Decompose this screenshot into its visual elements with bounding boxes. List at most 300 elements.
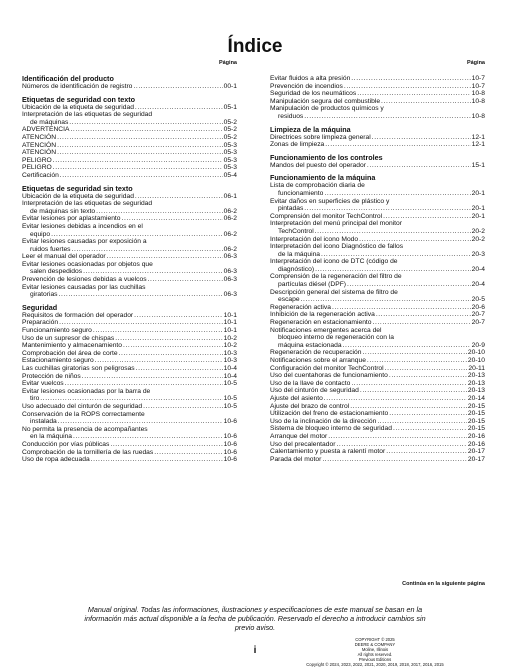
entry-row [270,349,485,357]
entry-row [270,441,485,449]
entry-page: 20-17 [467,455,485,463]
entry-row [270,83,485,91]
entry-text: Ajuste del asiento [270,394,323,402]
entry-text: Conducción por vías públicas [22,440,110,448]
entry-text: Arranque del motor [270,432,328,440]
entry-page: 20-9 [471,341,485,349]
dot-leader [328,433,467,441]
toc-entry [22,342,237,350]
entry-page: 10-6 [223,440,237,448]
toc-entry [270,319,485,327]
entry-text: Prevención de lesiones debidas a vuelcos [22,276,147,284]
entry-text: Inhibición de la regeneración activa [270,311,375,319]
toc-entry [22,261,237,276]
entry-text: Configuración del monitor TechControl [270,364,384,372]
entry-page: 10-5 [223,395,237,403]
entry-row [270,357,485,365]
dot-leader [367,357,467,365]
dot-leader [321,251,471,259]
entry-row [22,327,237,335]
dot-leader [110,441,222,449]
entry-row [270,342,485,350]
entry-text: máquina estacionada [278,341,342,349]
toc-entry [22,238,237,253]
entry-text: Protección de niños [22,372,81,380]
entry-row [22,246,237,254]
dot-leader [134,312,222,320]
dot-leader [69,119,222,127]
toc-entry [270,198,485,213]
dot-leader [40,395,222,403]
entry-text-line: Evitar daños en superficies de plástico y [270,197,390,205]
entry-text-line: Evitar lesiones causadas por exposición a [22,238,147,246]
entry-page: 20-15 [467,410,485,418]
entry-text: Requisitos de formación del operador [22,311,134,319]
entry-row [270,448,485,456]
entry-row [22,441,237,449]
entry-page: 12-1 [471,141,485,149]
copyright-line: DEERE & COMPANY [354,642,396,647]
dot-leader [51,231,223,239]
entry-text: Uso del precalentador [270,440,336,448]
dot-leader [351,380,467,388]
entry-row [270,281,485,289]
section-title: Limpieza de la máquina [270,124,351,134]
dot-leader [351,75,470,83]
toc-entry [270,304,485,312]
entry-text: Uso de ropa adecuada [22,456,90,464]
entry-row [270,410,485,418]
entry-text: Funcionamiento seguro [22,327,92,335]
toc-section [270,126,485,149]
entry-page: 05-2 [223,133,237,141]
dot-leader [315,228,471,236]
entry-page: 20-16 [467,432,485,440]
dot-leader [53,164,223,172]
entry-row [22,449,237,457]
toc-entry [270,403,485,411]
toc-entry [22,350,237,358]
entry-text-line: Interpretación de las etiquetas de seguridad [22,111,153,119]
entry-text: Regeneración activa [270,303,331,311]
dot-leader [135,193,223,201]
entry-page: 05-2 [223,118,237,126]
toc-section [270,154,485,170]
entry-text: pintadas [278,205,304,213]
entry-row [22,231,237,239]
entry-row [270,304,485,312]
entry-page: 00-1 [223,83,237,90]
dot-leader [154,449,222,457]
dot-leader [119,350,223,358]
dot-leader [324,190,470,198]
toc-entry [22,388,237,403]
toc-section [270,75,485,121]
entry-page: 10-1 [223,327,237,335]
toc-entry [270,141,485,149]
section-title: Seguridad [22,302,58,312]
entry-row [270,98,485,106]
entry-row [22,83,237,91]
entry-row [22,373,237,381]
entry-page: 20-6 [471,303,485,311]
entry-row [22,335,237,343]
dot-leader [372,134,471,142]
entry-page: 10-8 [471,112,485,120]
entry-row [270,236,485,244]
toc-entry [22,104,237,112]
dot-leader [347,281,471,289]
dot-leader [136,365,223,373]
dot-leader [57,142,223,150]
entry-row [270,380,485,388]
entry-text: residuos [278,112,304,120]
entry-text: Las cuchillas giratorias son peligrosas [22,365,135,372]
entry-text: Regeneración en estacionamiento [270,319,372,327]
entry-row [22,253,237,261]
entry-page: 10-8 [471,97,485,105]
entry-text: ATENCIÓN [22,133,57,141]
toc-sections [270,75,485,463]
entry-page: 06-1 [223,192,237,200]
toc-section [22,75,237,91]
dot-leader [65,380,223,388]
entry-row [270,266,485,274]
dot-leader [389,410,467,418]
toc-entry [270,213,485,221]
entry-text: Preparación [22,319,59,327]
dot-leader [60,172,223,180]
entry-text: diagnóstico) [278,265,315,273]
entry-text: Mandos del puesto del operador [270,161,366,169]
dot-leader [72,246,223,254]
dot-leader [148,276,223,284]
entry-page: 20-2 [471,227,485,235]
entry-row [270,319,485,327]
dot-leader [82,373,223,381]
page-number: i [253,645,257,656]
entry-row [22,418,237,426]
entry-text: Directrices sobre limpieza general [270,133,371,141]
toc-entry [22,134,237,142]
dot-leader [325,141,470,149]
entry-row [22,104,237,112]
entry-page: 06-3 [223,253,237,261]
toc-entry [22,319,237,327]
entry-page: 10-1 [223,311,237,319]
dot-leader [376,311,471,319]
entry-row [22,291,237,299]
entry-row [270,395,485,403]
toc-entry [270,220,485,235]
entry-text: partículas diésel (DPF) [278,281,347,289]
entry-text-line: Comprensión de la regeneración del filtro de [270,273,402,281]
toc-entry [270,425,485,433]
dot-leader [123,342,223,350]
section-title: Etiquetas de seguridad con texto [22,94,136,104]
entry-row [270,456,485,464]
toc-entry [270,289,485,304]
entry-text: Sistema de bloqueo interno de seguridad [270,425,392,433]
entry-text: Uso adecuado del cinturón de seguridad [22,402,143,410]
toc-entry [22,126,237,134]
entry-page: 10-6 [223,433,237,441]
entry-text: Prevención de incendios [270,82,343,90]
toc-entry [22,157,237,165]
toc-entry [22,276,237,284]
entry-text: PELIGRO [22,156,52,164]
dot-leader [115,335,222,343]
toc-entry [270,372,485,380]
toc-entry [270,258,485,273]
entry-page: 10-6 [223,418,237,426]
entry-row [22,172,237,180]
entry-page: 05-3 [223,156,237,164]
entry-text: Evitar lesiones por aplastamiento [22,215,121,223]
entry-text-line: Manipulación de productos químicos y [270,105,384,113]
toc-entry [22,200,237,215]
entry-row [22,403,237,411]
toc-section [22,96,237,180]
entry-text: Ajuste del brazo de control [270,402,350,410]
entry-page: 20-16 [467,440,485,448]
entry-text: Uso de un supresor de chispas [22,334,115,342]
entry-row [22,312,237,320]
toc-entry [270,83,485,91]
entry-text-line: Lista de comprobación diaria de [270,182,365,190]
entry-text-line: Interpretación de las etiquetas de seguridad [22,200,153,208]
toc-entry [270,441,485,449]
entry-text: ADVERTENCIA [22,126,70,134]
entry-row [22,268,237,276]
entry-row [22,395,237,403]
dot-leader [322,456,467,464]
entry-page: 10-1 [223,319,237,327]
entry-page: 20-3 [471,250,485,258]
entry-page: 20-7 [471,319,485,327]
entry-row [270,251,485,259]
entry-page: 05-3 [223,141,237,149]
entry-page: 20-2 [471,235,485,243]
entry-page: 20-1 [471,189,485,197]
entry-page: 06-3 [223,291,237,299]
entry-row [270,134,485,142]
entry-text-line: Conservación de la ROPS correctamente [22,410,145,418]
toc-entry [22,164,237,172]
toc-entry [270,273,485,288]
toc-entry [270,182,485,197]
toc-entry [270,105,485,120]
entry-row [270,418,485,426]
dot-leader [70,126,222,134]
entry-text: ATENCIÓN [22,141,57,149]
toc-entry [270,349,485,357]
toc-entry [22,193,237,201]
entry-text: Números de identificación de registro [22,83,133,90]
dot-leader [143,403,223,411]
entry-text: Comprobación del área de corte [22,349,118,357]
entry-row [270,365,485,373]
dot-leader [304,113,470,121]
entry-text: Certificación [22,171,59,179]
entry-page: 10-7 [471,82,485,90]
toc-entry [270,387,485,395]
entry-row [270,433,485,441]
entry-page: 20-1 [471,205,485,213]
toc-entry [22,449,237,457]
toc-entry [22,215,237,223]
entry-row [22,193,237,201]
entry-page: 20-4 [471,265,485,273]
toc-entry [22,83,237,91]
entry-text-line: Descripción general del sistema de filtro de [270,288,398,296]
entry-text: Ubicación de la etiqueta de seguridad [22,192,134,200]
dot-leader [59,291,223,299]
dot-leader [57,134,223,142]
entry-row [270,162,485,170]
entry-row [22,276,237,284]
entry-page: 10-4 [223,372,237,380]
dot-leader [389,372,467,380]
copyright-line: Moline, Illinois [361,647,389,652]
entry-page: 05-3 [223,164,237,172]
entry-text-line: Notificaciones emergentes acerca del [270,326,382,334]
entry-page: 20-11 [468,364,485,372]
entry-text: Comprensión del monitor TechControl [270,212,383,220]
entry-text-line: Evitar lesiones causadas por las cuchillas [22,283,146,291]
toc-entry [22,312,237,320]
manual-notice: Manual original. Todas las informaciones, ilustraciones y especificaciones de este manual se basan en la información más actual disponible a la fecha de publicación. Reservado el derecho a introducir cambios sin previo aviso. [84,605,426,632]
entry-text: Uso de la inclinación de la dirección [270,417,377,425]
entry-text: giratorias [30,291,58,299]
dot-leader [107,253,223,261]
entry-text: funcionamiento [278,189,324,197]
copyright-line: All rights reserved. [357,652,393,657]
entry-text: salen despedidos [30,268,83,276]
entry-row [22,350,237,358]
toc-entry [22,284,237,299]
toc-left-column [22,60,237,464]
toc-entry [22,380,237,388]
entry-text: TechControl [278,227,314,235]
entry-row [22,157,237,165]
entry-text-line: bloqueo interno de regeneración con la [278,334,395,342]
entry-row [270,90,485,98]
toc-entry [22,172,237,180]
toc-entry [270,448,485,456]
entry-row [22,456,237,464]
entry-page: 20-10 [467,357,485,364]
entry-text: Interpretación del icono Modo [270,235,359,243]
entry-row [270,213,485,221]
toc-entry [270,380,485,388]
page-title: Índice [227,36,283,57]
entry-text: escape [278,296,300,304]
dot-leader [344,83,471,91]
entry-row [270,113,485,121]
dot-leader [336,441,466,449]
entry-row [22,357,237,365]
toc-right-column [270,60,485,463]
entry-text: Uso de la llave de contacto [270,379,351,387]
entry-row [22,319,237,327]
entry-page: 06-2 [223,245,237,253]
entry-page: 20-4 [471,281,485,289]
entry-page: 20-15 [467,402,485,410]
entry-page: 20-15 [467,425,485,433]
page-column-header: Página [218,60,237,66]
entry-text: de máquinas [30,118,69,126]
dot-leader [301,296,471,304]
toc-entry [270,395,485,403]
entry-page: 05-4 [223,171,237,179]
toc-entry [22,223,237,238]
toc-entry [22,327,237,335]
entry-row [22,119,237,127]
toc-entry [270,365,485,373]
dot-leader [377,418,467,426]
dot-leader [304,205,470,213]
dot-leader [357,90,470,98]
entry-row [22,342,237,350]
toc-entry [22,365,237,373]
toc-sections [22,75,237,464]
entry-row [270,372,485,380]
entry-text: Ubicación de la etiqueta de seguridad [22,103,134,111]
entry-page: 20-13 [467,372,485,380]
entry-text: instalada [30,418,57,426]
toc-entry [270,162,485,170]
section-title: Funcionamiento de la máquina [270,173,376,183]
entry-page: 20-17 [467,448,485,456]
entry-row [22,380,237,388]
toc-entry [270,456,485,464]
toc-entry [270,433,485,441]
entry-page: 20-10 [467,349,485,357]
entry-row [22,208,237,216]
dot-leader [359,236,471,244]
toc-section [22,185,237,299]
entry-text: Leer el manual del operador [22,253,106,261]
toc-entry [270,236,485,244]
dot-leader [367,162,471,170]
entry-row [22,215,237,223]
dot-leader [96,208,223,216]
toc-entry [22,456,237,464]
entry-text: de la máquina [278,250,321,258]
entry-text-line: Interpretación del icono Diagnóstico de fallos [270,243,404,251]
entry-row [270,205,485,213]
entry-page: 06-3 [223,276,237,284]
entry-page: 05-1 [223,103,237,111]
entry-page: 10-6 [223,456,237,464]
entry-page: 10-4 [223,365,237,372]
toc-entry [22,149,237,157]
entry-text-line: Evitar lesiones debidas a incendios en el [22,222,143,230]
entry-page: 20-5 [471,296,485,304]
entry-page: 06-3 [223,268,237,276]
entry-row [270,425,485,433]
dot-leader [59,319,223,327]
section-title: Identificación del producto [22,74,114,83]
entry-page: 05-2 [223,126,237,134]
entry-page: 15-1 [471,161,485,169]
entry-text: en la máquina [30,433,73,441]
copyright-line: Copyright © 2024, 2023, 2022, 2021, 2020, 2019, 2018, 2017, 2016, 2015 [306,662,444,667]
entry-page: 20-1 [471,212,485,220]
entry-text-line: No permita la presencia de acompañantes [22,425,148,433]
entry-text: Evitar fluidos a alta presión [270,75,351,82]
